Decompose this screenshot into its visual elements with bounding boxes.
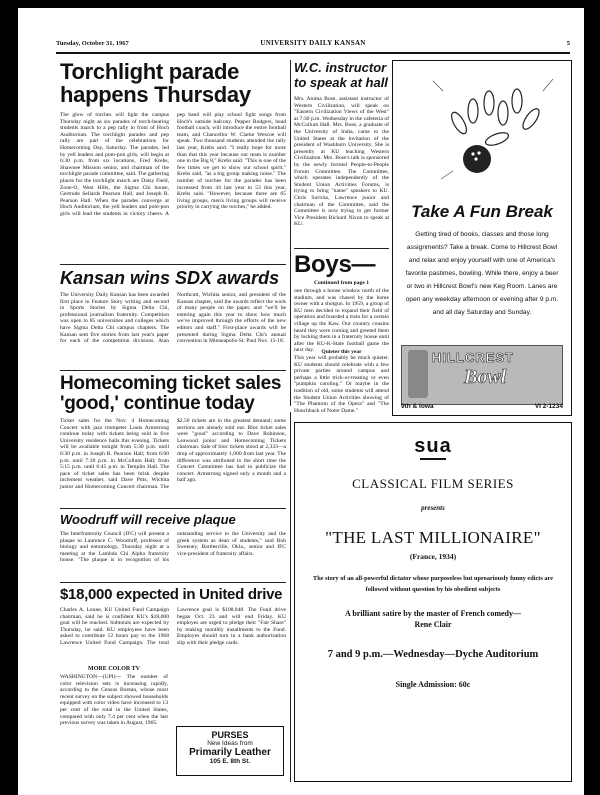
section-rule bbox=[60, 370, 286, 371]
section-rule bbox=[294, 248, 389, 249]
logo-underline bbox=[420, 458, 446, 460]
torchlight-article bbox=[60, 60, 286, 264]
hillcrest-ad bbox=[392, 60, 572, 416]
film-ad bbox=[294, 422, 572, 782]
purses-store: Primarily Leather bbox=[189, 747, 271, 758]
film-year: (France, 1934) bbox=[409, 552, 457, 561]
section-rule bbox=[60, 264, 286, 265]
homecoming-body: Ticket sales for the Nov. 4 Homecoming Concert with jazz trumpeter Louis Armstrong continue today with tickets being sold in five University residence halls this evening. Tickets will be available tonight from 5:30 p.m. until 6:30 p.m. in Joseph R. Pearson Hall; from 6:00 p.m. until 7:30 p.m. in McCollum Hall; from 5:15 p.m. until 6:45 p.m. in Templin Hall. The pace of ticket sales has been brisk despite inclement weather, said Dave Pitts, Wichita junior and Homecoming Concert chairman. The $2.50 tickets are in the greatest demand; some sections are already sold out. Bloc ticket sales were "good" according to Dave Robinson, Leawood junior and Homecoming Tickets chairman. Sale of bloc tickets stood at 2,333—a drop of approximately 1,000 from last year. The difference was attributed to the short time the Concert Committee has had to publicize the concert. Armstrong signed only a month and a half ago. bbox=[60, 418, 286, 490]
united-headline: $18,000 expected in United drive bbox=[60, 586, 283, 603]
page-number: 5 bbox=[566, 40, 570, 47]
hillcrest-headline: Take A Fun Break bbox=[411, 202, 553, 221]
purses-ad bbox=[176, 726, 284, 776]
torchlight-body: The glow of torches will light the campus Thursday night as six parades of torch-bearing students march to a pep rally in front of Hoch Auditorium. The torchlight parades and pep rally are part of the celebrations for Homecoming Day, Saturday. The parades, led by yell leaders and pom-pon girls, will begin at 6:30 p.m. from six locations, Fred Krebs, Shawnee Mission senior, and chairman of the torchlight parade committee, said. The gathering places for the torchlight march are Daisy Field, Zone-O, West Hills, the Sigma Chi house, Gertrude Sellards Pearson Hall, and Joseph R. Pearson Hall. When the parades converge at Hoch Auditorium, the yell leaders and pom-pon girls will lead the students in victory cheers. A pep band will play school fight songs from Hoch's outside balcony. Pepper Rodgers, head football coach, will introduce the entire football team, and Chancellor W. Clarke Wescoe will speak. Two thousand students attended the rally last year, Krebs said. "I really hope for more than that this year because our team is number one in the Big 8," Krebs said. "This is one of the few times we get to show our school spirit," Krebs said, "as a big group making noise." The number of torches for the parades has been increased from 44 last year to 53 this year, Krebs said. "However, because there are 65 living groups, men's living groups will receive priority in carrying the torches," he added. bbox=[60, 112, 286, 217]
hillcrest-sign bbox=[401, 345, 563, 405]
united-article bbox=[60, 586, 286, 663]
film-satire: A brilliant satire by the master of French comedy— bbox=[345, 609, 521, 618]
film-director: Rene Clair bbox=[414, 620, 452, 629]
homecoming-headline: Homecoming ticket sales 'good,' continue today bbox=[60, 373, 282, 414]
film-admission: Single Admission: 60c bbox=[395, 680, 471, 689]
film-series: CLASSICAL FILM SERIES bbox=[352, 476, 514, 491]
section-rule bbox=[60, 508, 286, 509]
boys-continued: Continued from page 1 bbox=[313, 280, 370, 286]
column-divider bbox=[290, 412, 291, 782]
page-header bbox=[56, 38, 570, 50]
sdx-article bbox=[60, 268, 286, 384]
colortv-article bbox=[60, 666, 168, 766]
woodruff-body: The Interfraternity Council (IFC) will present a plaque to Laurence C. Woodruff, professor of biology and entomology, Thursday night at a meeting at the Lambda Chi Alpha fraternity house. "The plaque is in recognition of his outstanding service to the University and the greek system as dean of students," said Bob Sweeney, Bartlesville, Okla., senior and IFC vice-president of fraternity affairs. bbox=[60, 531, 286, 564]
film-title: "THE LAST MILLIONAIRE" bbox=[325, 528, 541, 547]
boys-body: one through a house window north of the stadium, and was chased by the home owner with a shotgun. In 1959, a group of KU men decided to expand their field of operation and boarded a train for a certain village up the Kaw. Our country cousins heard they were coming and greeted them by locking them in a fraternity house until after the KU-K-State football game the next day. bbox=[294, 288, 389, 354]
hillcrest-address: 9th & Iowa bbox=[401, 403, 434, 410]
boys-article bbox=[294, 251, 389, 414]
wc-headline: W.C. instructor to speak at hall bbox=[294, 60, 388, 90]
masthead: UNIVERSITY DAILY KANSAN bbox=[260, 39, 366, 47]
colortv-body: WASHINGTON—(UPI)— The number of color television sets is increasing rapidly, according to the Census Bureau, whose most recent survey on the subject showed households equipped with color video have increased to 13 per cent of the total in the United States, compared with only 7.4 per cent when the last previous survey was taken in August, 1965. bbox=[60, 674, 168, 727]
woodruff-headline: Woodruff will receive plaque bbox=[60, 512, 236, 527]
woodruff-article bbox=[60, 512, 286, 577]
sua-logo: sua bbox=[414, 435, 452, 457]
wc-body: Mrs. Anima Bose, assistant instructor of Western Civilization, will speak on "Eastern Civilization Views of the West" at 7:30 p.m. Wednesday in the cafeteria of McCollum Hall. Mrs. Bose, a graduate of the University of India, came to the United States at the invitation of the president of Washburn University. She is presently at KU teaching Western Civilization. Mrs. Bose's talk is sponsored by the newly formed People-to-People Forum Committee. The Committee, which operates independently of the Student Union Activities Forums, is trying to bring "name" speakers to KU. Chris Suricks, Lawrence junior and chairman of the Committee, said the Committee is now trying to get former Vice President Richard Nixon to speak at KU. bbox=[294, 96, 389, 228]
film-description: The story of an all-powerful dictator whose purposeless but uproariously funny edicts are followed without question by his obedient subjects bbox=[313, 575, 553, 593]
bowling-pins-illustration bbox=[393, 61, 571, 191]
header-rule bbox=[56, 52, 570, 54]
united-body: Charles A. Leone, KU United Fund Campaign chairman, said he is confident KU's $18,000 goal will be reached. Subtotals are expected by Thursday, he said. KU employees have been asked to contribute 12 hours pay to the 1968 Lawrence United Fund Campaign. The total Lawrence goal is $108,048. The Fund drive began Oct. 23 and will end Friday. KU employes are urged to pledge their "Fair Share" by making monthly installments to the Fund. Employes should turn in a bank authorization slip with their pledge cards. bbox=[60, 607, 286, 646]
film-presents: presents bbox=[421, 504, 445, 512]
hillcrest-body: Getting tired of books, classes and those long assignments? Take a break. Come to Hillcrest Bowl and relax and enjoy yourself with one of America's favorite pastimes, bowling. While there, enjoy a beer or two in Hillcrest Bowl's new Keg Room. Lanes are open any weekday afternoon or evening after 9 p.m. and all day Saturday and Sunday. bbox=[405, 231, 559, 316]
column-divider bbox=[290, 60, 291, 406]
purses-address: 105 E. 8th St. bbox=[209, 758, 251, 765]
purses-title: PURSES bbox=[211, 730, 249, 740]
film-times: 7 and 9 p.m.—Wednesday—Dyche Auditorium bbox=[327, 649, 539, 660]
newspaper-page bbox=[18, 8, 584, 795]
boys-body-2: This year will probably be much quieter. KU students should celebrate with a few private parties around campus and perhaps a little trick-or-treating or even "pumpkin caroling." Or maybe in the tradition of old, some students will attend the Student Union Activities showing of "The Phantom of the Opera" and "The Hunchback of Notre Dame." bbox=[294, 355, 389, 414]
purses-tagline: New Ideas from bbox=[207, 740, 253, 747]
pin-graphic bbox=[408, 350, 428, 398]
torchlight-headline: Torchlight parade happens Thursday bbox=[60, 59, 251, 107]
boys-headline: Boys— bbox=[294, 251, 376, 278]
sdx-body: The University Daily Kansan has been awarded first place in Feature Story writing and second in Sports Stories by Sigma Delta Chi, professional journalism fraternity. Competition was open to 85 universities and colleges which have Sigma Delta Chi campus chapters. The Kansan sent five stories from last year's paper for each of the competition divisions. Alan Northcutt, Wichita senior, and president of the Kansas chapter, said the awards reflect the work of many people on the paper, and "we'll be entering again this year to show how much we've improved through the efforts of the new editors and staff." First-place awards will be presented during Sigma Delta Chi's annual convention in Minneapolis-St. Paul Nov. 15-18. bbox=[60, 292, 286, 345]
boys-subhead: Quieter this year bbox=[321, 349, 362, 355]
hillcrest-sign-bottom: Bowl bbox=[464, 366, 507, 388]
hillcrest-phone: VI 2-1234 bbox=[534, 403, 563, 410]
colortv-headline: MORE COLOR TV bbox=[88, 666, 140, 672]
section-rule bbox=[60, 582, 286, 583]
hillcrest-sign-top: HILLCREST bbox=[432, 350, 514, 365]
issue-date: Tuesday, October 31, 1967 bbox=[56, 40, 129, 47]
wc-article bbox=[294, 60, 389, 264]
homecoming-article bbox=[60, 374, 286, 504]
sdx-headline: Kansan wins SDX awards bbox=[60, 268, 280, 288]
